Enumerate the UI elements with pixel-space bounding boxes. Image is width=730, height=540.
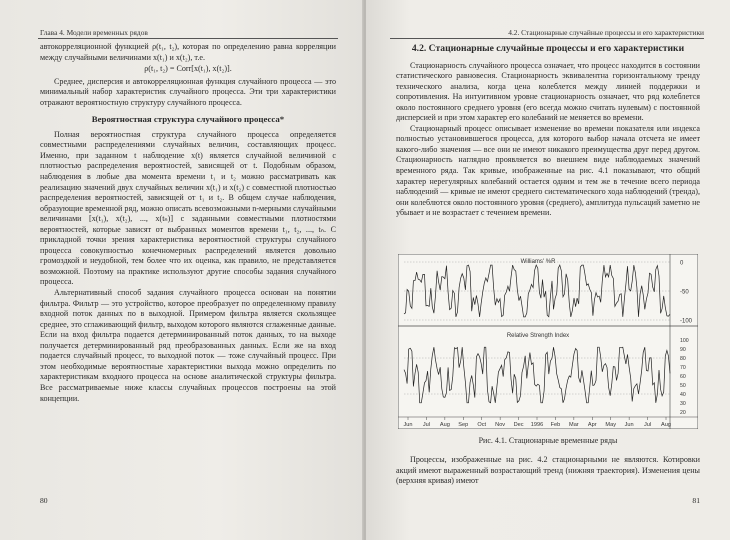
month-label: Oct	[477, 422, 487, 428]
right-paragraph-3: Процессы, изображенные на рис. 4.2 стационарными не являются. Котировки акций имеют выраженный возрастающий тренд (нижняя траектория). Изменения цены (верхняя кривая) имеют	[396, 455, 700, 486]
right-section-heading: 4.2. Стационарные случайные процессы и его характеристики	[411, 43, 685, 54]
lower-tick-label: 70	[680, 365, 686, 371]
lower-tick-label: 60	[680, 374, 686, 380]
left-page	[0, 0, 364, 540]
right-running-head: 4.2. Стационарные случайные процессы и его характеристики	[508, 28, 704, 37]
upper-tick-label: 0	[680, 260, 684, 267]
right-page	[366, 0, 730, 540]
left-paragraph-1: автокорреляционной функцией ρ(t₁, t₂), которая по определению равна корреляции между случайными величинами x(t₁) и x(t₂), т.е.	[40, 42, 336, 62]
right-body	[396, 44, 700, 219]
upper-tick-label: -100	[680, 318, 693, 325]
right-paragraph-2: Стационарный процесс описывает изменение во времени показателя или индекса полностью установившегося процесса, для которого выбор начала отсчета не имеет какого-либо значения — все они не имеют никакого преимущества друг перед другом. Стационарность наглядно проявляется во внешнем виде наблюдаемых значений временного ряда. Так кривые, изображенные на рис. 4.1 показывают, что общий характер нерегулярных колебаний остается одним и тем же в течение всего периода наблюдений — кривые не имеют среднего систематического хода наблюдений (тренда), они колеблются около постоянного уровня (среднего), амплитуда пульсаций заметно не убывает и не возрастает с течением времени.	[396, 123, 700, 218]
upper-panel-label: Williams' %R	[520, 259, 556, 265]
left-section-heading: Вероятностная структура случайного процесса*	[91, 114, 285, 125]
lower-tick-label: 90	[680, 347, 686, 353]
month-label: Jul	[422, 422, 431, 428]
month-label: Feb	[550, 422, 561, 428]
lower-tick-label: 50	[680, 383, 686, 389]
left-paragraph-2: Среднее, дисперсия и автокорреляционная функция случайного процесса — это минимальный набор характеристик случайного процесса. Эти три характеристики отражают вероятностную структуру случайного процесса.	[40, 76, 336, 107]
left-body	[40, 42, 336, 404]
left-paragraph-3: Полная вероятностная структура случайного процесса определяется совместными распределениями случайных величин, составляющих процесс. Именно, при заданном t наблюдение x(t) является случайной величиной с плотностью распределения вероятностей, зависящей от t. Подобным образом, наблюдения в любые два момента времени t₁ и t₂ можно рассматривать как реализацию значений двух случайных величин x(t₁) и x(t₂) с совместной плотностью распределения вероятностей, зависящей от t₁ и t₂. В общем случае наблюдения, образующие временной ряд, можно описать всевозможными n-мерными случайными величинами [x(t₁), x(t₂), ..., x(tₙ)] с заданными совместными плотностями вероятностей, которые зависят от выбранных моментов времени t₁, t₂, ..., tₙ. С прикладной точки зрения характеристика вероятностной структуры случайного процесса совокупностью конечномерных распределений является довольно громоздкой и неудобной, тем более что их оценка, как правило, не представляется возможной. Поэтому на практике используют другие способы задания случайного процесса.	[40, 129, 336, 287]
right-page-number: 81	[692, 496, 700, 505]
lower-panel-label: Relative Strength Index	[506, 333, 570, 339]
left-page-number: 80	[40, 496, 48, 505]
figure-4-1-chart	[398, 254, 698, 429]
month-label: Jun	[403, 422, 413, 428]
upper-tick-label: -50	[680, 289, 689, 296]
figure-caption: Рис. 4.1. Стационарные временные ряды	[478, 436, 618, 445]
lower-tick-label: 30	[680, 401, 686, 407]
lower-tick-label: 100	[680, 338, 689, 344]
month-label: Aug	[439, 422, 450, 428]
month-label: Nov	[495, 422, 506, 428]
month-label: Apr	[587, 422, 597, 428]
lower-tick-label: 40	[680, 392, 686, 398]
month-label: Mar	[569, 422, 579, 428]
month-label: Sep	[458, 422, 469, 428]
chart-frame	[398, 254, 698, 429]
lower-tick-label: 20	[680, 410, 686, 416]
right-paragraph-1: Стационарность случайного процесса означает, что процесс находится в состоянии статистического равновесия. Стационарность эквивалентна горизонтальному тренду технического анализа, когда цена колеблется между линией поддержки и сопротивления. На интуитивном уровне стационарность означает, что ряд колеблется около постоянного среднего уровня (его всегда можно считать нулевым) с постоянной дисперсией и при этом характер его колебаний не меняется во времени.	[396, 60, 700, 123]
left-running-head: Глава 4. Модели временных рядов	[40, 28, 148, 37]
autocorrelation-formula: ρ(t₁, t₂) = Corr[x(t₁), x(t₂)].	[144, 64, 232, 74]
month-label: Jul	[643, 422, 652, 428]
month-label: Jun	[624, 422, 634, 428]
right-body-after-figure	[396, 455, 700, 487]
month-label: Aug	[661, 422, 671, 428]
left-header-rule	[38, 38, 338, 39]
month-label: 1996	[530, 422, 544, 428]
month-label: May	[605, 422, 617, 428]
lower-tick-label: 80	[680, 356, 686, 362]
left-paragraph-4: Альтернативный способ задания случайного процесса основан на понятии фильтра. Фильтр — это устройство, которое преобразует по определенному правилу входной поток данных по в выходной. Примером фильтра является скользящее среднее, это сглаживающий фильтр, выходом которого являются сглаженные данные. Если на вход фильтра подается детерминированный поток данных, то на выходе получается детерминированный ряд преобразованных данных. Если же на вход подается случайный процесс, то выходной поток — тоже случайный процесс. При этом необходимые вероятностные характеристики выхода можно определить по характеристикам входного процесса на основе аналитической структуры фильтра. Все рассматриваемые ниже классы случайных процессов построены на этой концепции.	[40, 288, 336, 403]
right-header-rule	[390, 38, 704, 39]
month-label: Dec	[513, 422, 524, 428]
